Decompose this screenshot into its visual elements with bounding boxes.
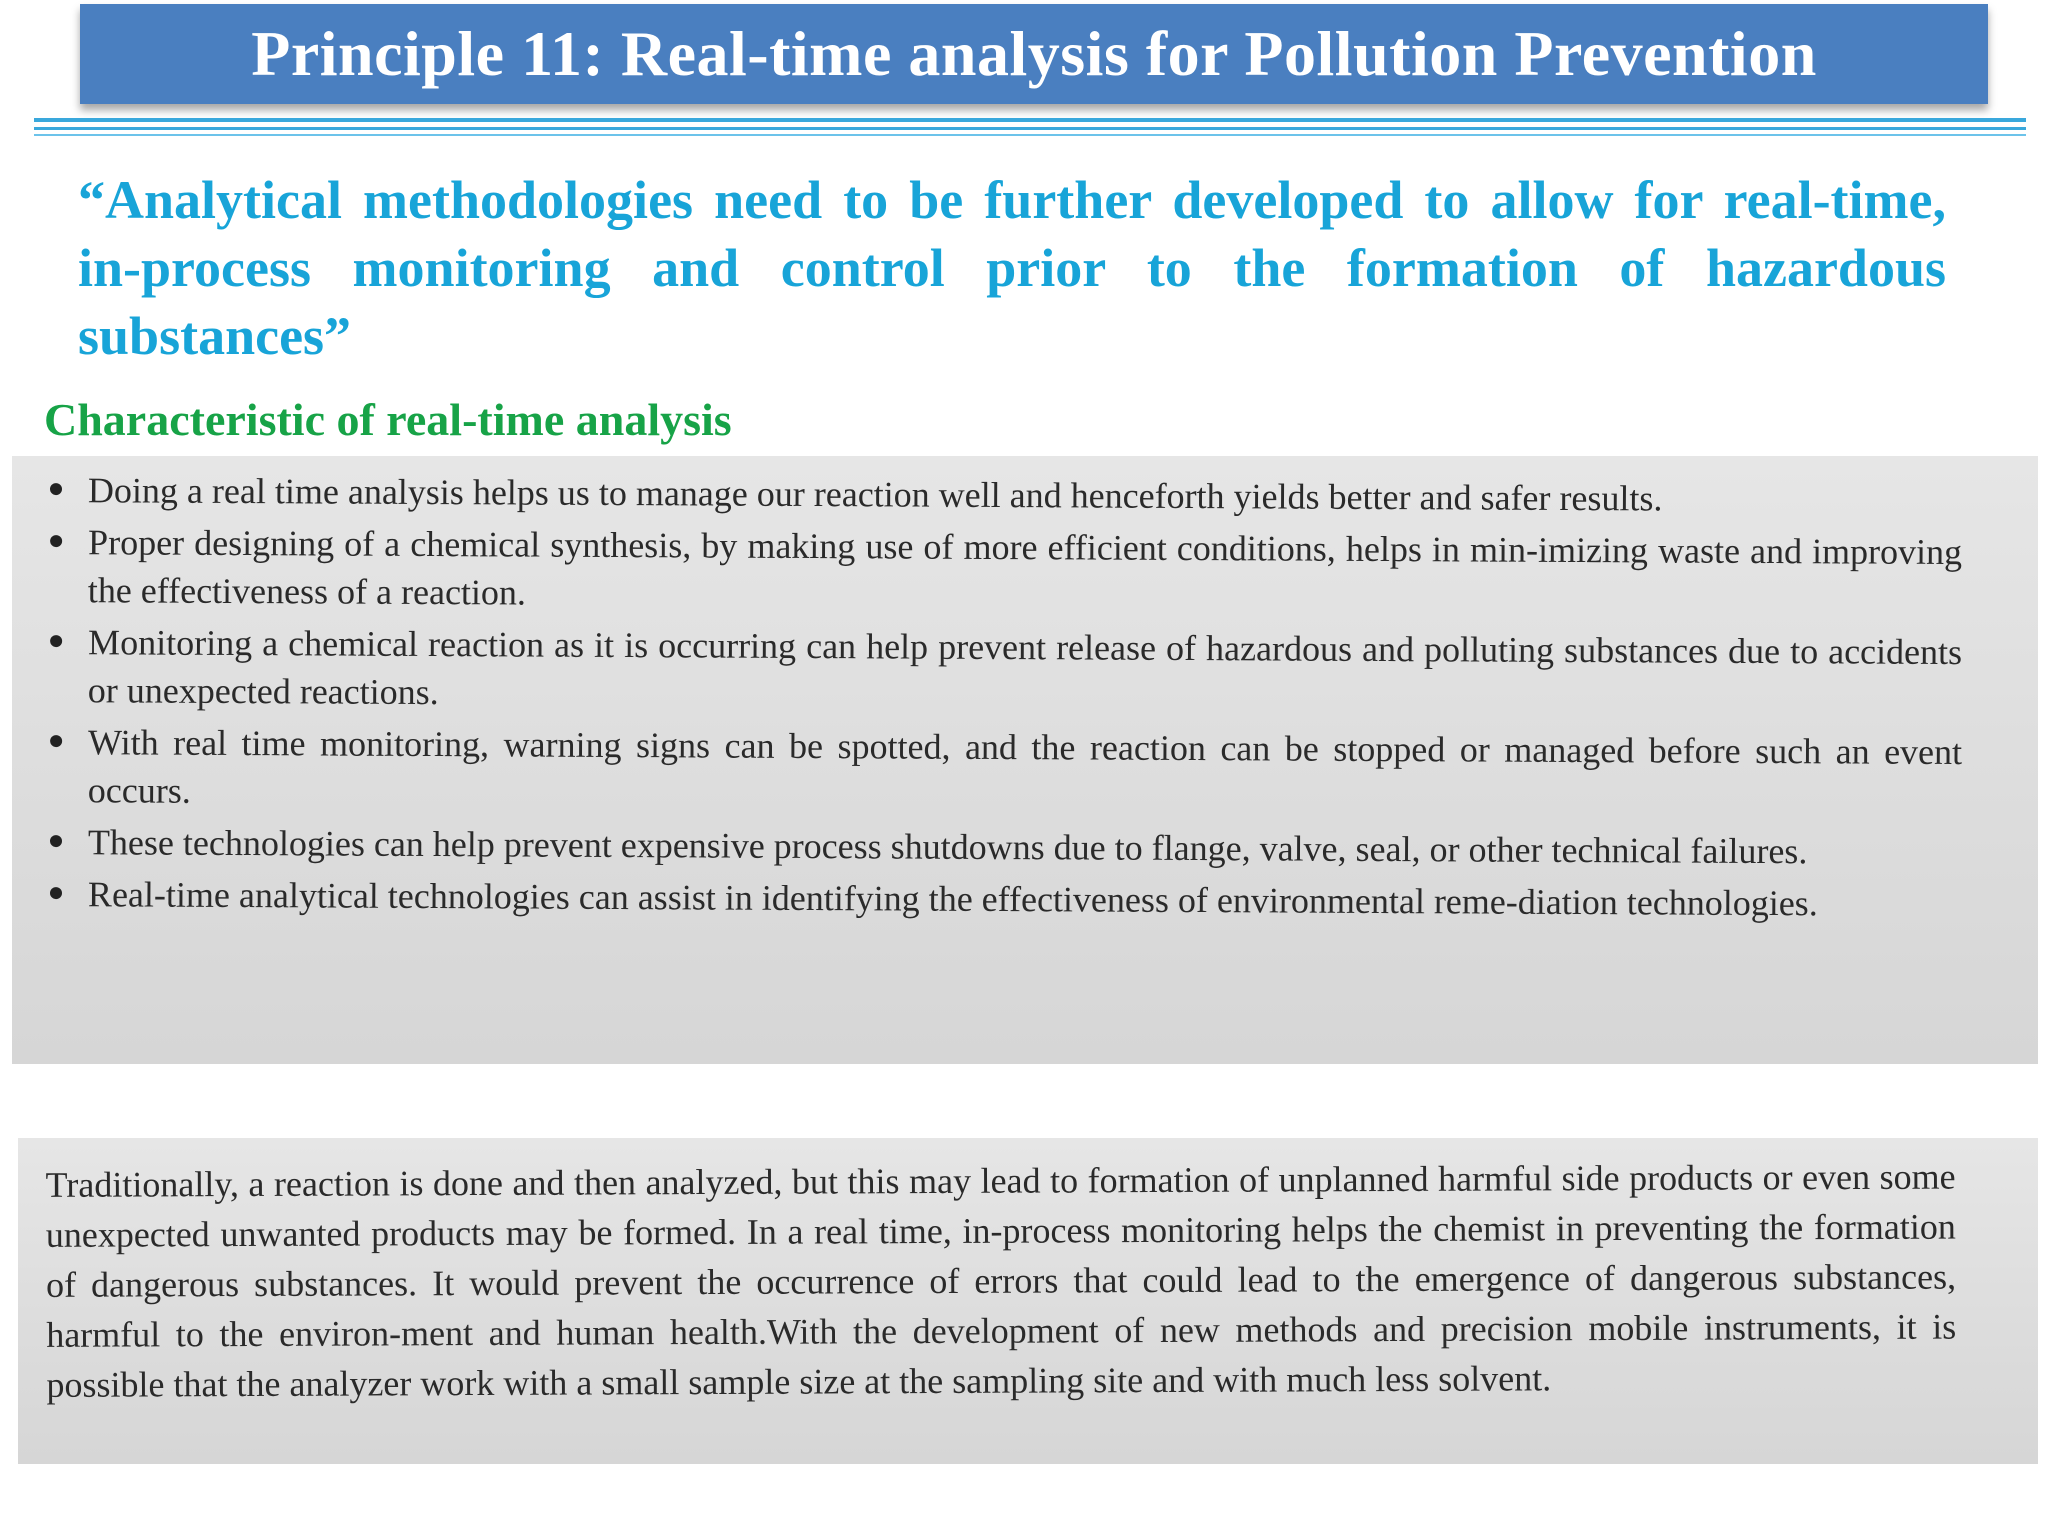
paragraph-text: Traditionally, a reaction is done and then analyzed, but this may lead to formation of unplanned harmful side products or even some unexpected unwanted products may be formed. In a real time, in-process monitoring helps the chemist in preventing the formation of dangerous substances. It would prevent the occurrence of errors that could lead to the emergence of dangerous substances, harmful to the environ-ment and human health.With the development of new methods and precision mobile instruments, it is possible that the analyzer work with a small sample size at the sampling site and with much less solvent. xyxy=(45,1156,1957,1405)
list-item xyxy=(42,518,1962,624)
bullet-icon xyxy=(50,635,62,647)
list-item xyxy=(42,618,1962,724)
list-item-text: Doing a real time analysis helps us to manage our reaction well and henceforth yields better and safer results. xyxy=(87,470,1663,519)
slide-title: Principle 11: Real-time analysis for Pollution Prevention xyxy=(251,18,1817,89)
list-item-text: Proper designing of a chemical synthesis, by making use of more efficient conditions, helps in min-imizing waste and improving the effectiveness of a reaction. xyxy=(87,522,1963,613)
title-divider-line xyxy=(34,118,2026,122)
bullet-icon xyxy=(50,735,62,747)
list-item xyxy=(42,870,1962,928)
bullet-icon xyxy=(50,887,62,899)
scanned-bullet-excerpt xyxy=(12,456,2038,1064)
list-item-text: With real time monitoring, warning signs can be spotted, and the reaction can be stopped or managed before such an event occurs. xyxy=(87,722,1963,811)
bullet-icon xyxy=(50,483,62,495)
list-item xyxy=(42,818,1962,876)
list-item-text: These technologies can help prevent expensive process shutdowns due to flange, valve, seal, or other technical failures. xyxy=(87,822,1808,872)
title-divider-line xyxy=(34,134,2026,136)
bullet-icon xyxy=(50,535,62,547)
principle-quote: “Analytical methodologies need to be further developed to allow for real-time, in-process monitoring and control prior to the formation of hazardous substances” xyxy=(78,170,1946,366)
list-item xyxy=(42,466,1962,524)
title-divider-line xyxy=(34,127,2026,130)
title-banner xyxy=(80,4,1988,104)
list-item xyxy=(42,718,1962,824)
section-subheading: Characteristic of real-time analysis xyxy=(44,394,732,445)
list-item-text: Real-time analytical technologies can assist in identifying the effectiveness of environmental reme-diation technologies. xyxy=(87,874,1818,924)
characteristics-list xyxy=(12,456,1963,924)
scanned-paragraph-excerpt xyxy=(18,1138,2038,1464)
bullet-icon xyxy=(50,835,62,847)
list-item-text: Monitoring a chemical reaction as it is occurring can help prevent release of hazardous and polluting substances due to accidents or unexpected reactions. xyxy=(87,622,1963,713)
